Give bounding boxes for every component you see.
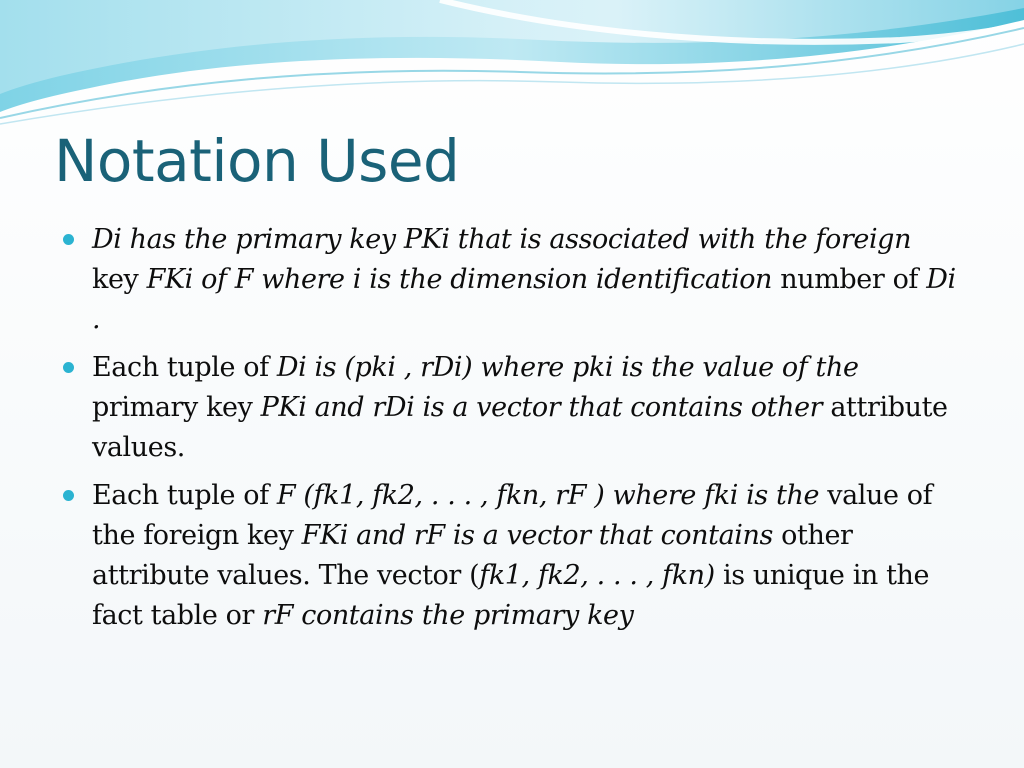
bullet-text-segment: Di is (pki , rDi) where pki is the value of the bbox=[276, 352, 859, 383]
bullet-list bbox=[62, 220, 962, 644]
bullet-text-segment: key bbox=[92, 264, 147, 295]
bullet-text-segment: FKi and rF is a vector that contains bbox=[301, 520, 782, 551]
bullet-dot-icon bbox=[63, 362, 74, 373]
bullet-text-segment: attribute values. bbox=[92, 392, 948, 463]
bullet-text-segment: fk1, fk2, . . . , fkn) bbox=[479, 560, 723, 591]
bullet-text-segment: Each tuple of bbox=[92, 352, 277, 383]
bullet-text-segment: value of the foreign key bbox=[92, 480, 933, 551]
header-wave-decoration bbox=[0, 0, 1024, 130]
bullet-item-1 bbox=[62, 220, 962, 340]
bullet-item-2 bbox=[62, 348, 962, 468]
bullet-text-segment: other attribute values. The vector ( bbox=[92, 520, 853, 591]
bullet-text-segment: FKi of F where i is the dimension identification bbox=[146, 264, 781, 295]
bullet-text-segment: F (fk1, fk2, . . . , fkn, rF ) where fki is the bbox=[276, 480, 828, 511]
bullet-dot-icon bbox=[63, 490, 74, 501]
bullet-dot-icon bbox=[63, 234, 74, 245]
bullet-text-segment: Di has the primary key PKi that is associated with the foreign bbox=[92, 224, 912, 255]
bullet-text-segment: PKi and rDi is a vector that contains other bbox=[260, 392, 831, 423]
slide-title: Notation Used bbox=[54, 127, 460, 195]
bullet-text-segment: primary key bbox=[92, 392, 261, 423]
bullet-text-segment: Di . bbox=[92, 264, 956, 335]
bullet-text-segment: is unique in the fact table or bbox=[92, 560, 930, 631]
bullet-text-segment: rF contains the primary key bbox=[262, 600, 634, 631]
bullet-item-3 bbox=[62, 476, 962, 636]
bullet-text-segment: Each tuple of bbox=[92, 480, 277, 511]
bullet-text-segment: number of bbox=[780, 264, 927, 295]
